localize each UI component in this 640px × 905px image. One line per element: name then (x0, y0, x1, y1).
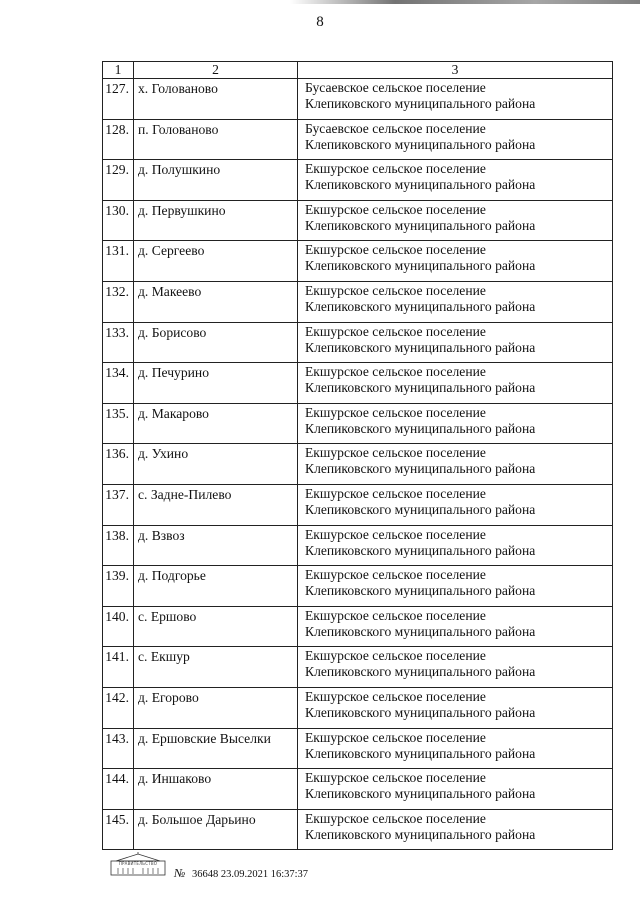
row-number: 144. (103, 769, 134, 810)
settlement-municipality: Бусаевское сельское поселение (305, 80, 486, 95)
settlement-name: д. Сергеево (134, 241, 298, 282)
table-row (103, 160, 613, 201)
settlement-municipality: Екшурское сельское поселение (305, 526, 486, 542)
municipality-cell (298, 322, 613, 363)
table-row (103, 241, 613, 282)
settlement-name: д. Ершовские Выселки (134, 728, 298, 769)
table-row (103, 200, 613, 241)
settlement-municipality: Бусаевское сельское поселение (305, 120, 486, 136)
municipality-cell (298, 606, 613, 647)
settlement-name: с. Екшур (134, 647, 298, 688)
district-name: Клепиковского муниципального района (305, 501, 536, 517)
row-number: 139. (103, 566, 134, 607)
municipality-cell (298, 444, 613, 485)
settlement-municipality: Екшурское сельское поселение (305, 445, 486, 461)
district-name: Клепиковского муниципального района (305, 420, 536, 436)
settlements-table (102, 61, 613, 850)
registration-datetime: 23.09.2021 16:37:37 (220, 869, 309, 880)
row-number: 140. (103, 606, 134, 647)
district-name: Клепиковского муниципального района (305, 786, 536, 802)
row-number: 132. (103, 281, 134, 322)
municipality-cell (298, 241, 613, 282)
district-name: Клепиковского муниципального района (305, 745, 536, 761)
settlement-name: д. Макарово (134, 403, 298, 444)
district-name: Клепиковского муниципального района (305, 461, 536, 477)
table-row (103, 322, 613, 363)
row-number: 142. (103, 687, 134, 728)
table-row (103, 606, 613, 647)
settlement-municipality: Екшурское сельское поселение (305, 648, 486, 664)
settlement-municipality: Екшурское сельское поселение (305, 607, 486, 623)
settlement-name: д. Полушкино (134, 160, 298, 201)
settlement-municipality: Екшурское сельское поселение (305, 282, 486, 298)
municipality-cell (298, 566, 613, 607)
settlement-name: д. Первушкино (134, 200, 298, 241)
table-row (103, 525, 613, 566)
district-name: Клепиковского муниципального района (305, 258, 536, 274)
settlement-name: д. Печурино (134, 363, 298, 404)
row-number: 138. (103, 525, 134, 566)
registration-number: 36648 (191, 869, 219, 880)
municipality-cell (298, 79, 613, 120)
column-header-municipality: 3 (298, 62, 613, 79)
row-number: 135. (103, 403, 134, 444)
scan-artifact (290, 0, 640, 4)
municipality-cell (298, 728, 613, 769)
district-name: Клепиковского муниципального района (305, 826, 536, 842)
settlement-municipality: Екшурское сельское поселение (305, 810, 486, 826)
table-row (103, 444, 613, 485)
row-number: 136. (103, 444, 134, 485)
settlement-municipality: Екшурское сельское поселение (305, 242, 486, 258)
district-name: Клепиковского муниципального района (305, 96, 536, 111)
page-number: 8 (316, 14, 324, 30)
settlement-municipality: Екшурское сельское поселение (305, 161, 486, 177)
district-name: Клепиковского муниципального района (305, 339, 536, 355)
settlement-municipality: Екшурское сельское поселение (305, 770, 486, 786)
settlement-municipality: Екшурское сельское поселение (305, 729, 486, 745)
table-header-row (103, 62, 613, 79)
municipality-cell (298, 363, 613, 404)
row-number: 137. (103, 484, 134, 525)
table-row (103, 119, 613, 160)
settlement-name: д. Макеево (134, 281, 298, 322)
settlement-name: д. Ухино (134, 444, 298, 485)
settlement-name: х. Голованово (134, 79, 298, 120)
settlement-name: д. Егорово (134, 687, 298, 728)
table-row (103, 363, 613, 404)
row-number: 134. (103, 363, 134, 404)
settlement-municipality: Екшурское сельское поселение (305, 688, 486, 704)
column-header-settlement: 2 (134, 62, 298, 79)
row-number: 145. (103, 809, 134, 850)
registration-mark: № (174, 866, 186, 880)
district-name: Клепиковского муниципального района (305, 177, 536, 193)
row-number: 129. (103, 160, 134, 201)
table-row (103, 403, 613, 444)
municipality-cell (298, 160, 613, 201)
stamp-caption: ПРАВИТЕЛЬСТВО (118, 861, 158, 866)
municipality-cell (298, 403, 613, 444)
row-number: 127. (103, 79, 134, 120)
settlement-name: д. Большое Дарьино (134, 809, 298, 850)
table-row (103, 566, 613, 607)
settlement-name: д. Иншаково (134, 769, 298, 810)
registration-stamp (174, 866, 308, 881)
table-row (103, 484, 613, 525)
row-number: 133. (103, 322, 134, 363)
settlement-municipality: Екшурское сельское поселение (305, 364, 486, 380)
district-name: Клепиковского муниципального района (305, 583, 536, 599)
settlement-name: д. Взвоз (134, 525, 298, 566)
table-row (103, 647, 613, 688)
row-number: 128. (103, 119, 134, 160)
table-row (103, 769, 613, 810)
municipality-cell (298, 809, 613, 850)
column-header-number: 1 (103, 62, 134, 79)
settlement-municipality: Екшурское сельское поселение (305, 201, 486, 217)
settlement-municipality: Екшурское сельское поселение (305, 567, 486, 583)
table-row (103, 79, 613, 120)
document-footer (110, 852, 330, 880)
district-name: Клепиковского муниципального района (305, 542, 536, 558)
settlement-municipality: Екшурское сельское поселение (305, 404, 486, 420)
table-row (103, 281, 613, 322)
settlement-name: д. Борисово (134, 322, 298, 363)
municipality-cell (298, 769, 613, 810)
district-name: Клепиковского муниципального района (305, 217, 536, 233)
municipality-cell (298, 281, 613, 322)
district-name: Клепиковского муниципального района (305, 664, 536, 680)
municipality-cell (298, 687, 613, 728)
district-name: Клепиковского муниципального района (305, 298, 536, 314)
settlement-name: п. Голованово (134, 119, 298, 160)
settlement-name: с. Ершово (134, 606, 298, 647)
municipality-cell (298, 200, 613, 241)
district-name: Клепиковского муниципального района (305, 136, 536, 152)
municipality-cell (298, 119, 613, 160)
table-row (103, 809, 613, 850)
district-name: Клепиковского муниципального района (305, 704, 536, 720)
municipality-cell (298, 484, 613, 525)
table-row (103, 728, 613, 769)
row-number: 130. (103, 200, 134, 241)
table-row (103, 687, 613, 728)
municipality-cell (298, 647, 613, 688)
settlement-municipality: Екшурское сельское поселение (305, 323, 486, 339)
row-number: 141. (103, 647, 134, 688)
row-number: 131. (103, 241, 134, 282)
municipality-cell (298, 525, 613, 566)
settlement-municipality: Екшурское сельское поселение (305, 485, 486, 501)
district-name: Клепиковского муниципального района (305, 623, 536, 639)
row-number: 143. (103, 728, 134, 769)
settlement-name: д. Подгорье (134, 566, 298, 607)
settlement-name: с. Задне-Пилево (134, 484, 298, 525)
district-name: Клепиковского муниципального района (305, 380, 536, 396)
